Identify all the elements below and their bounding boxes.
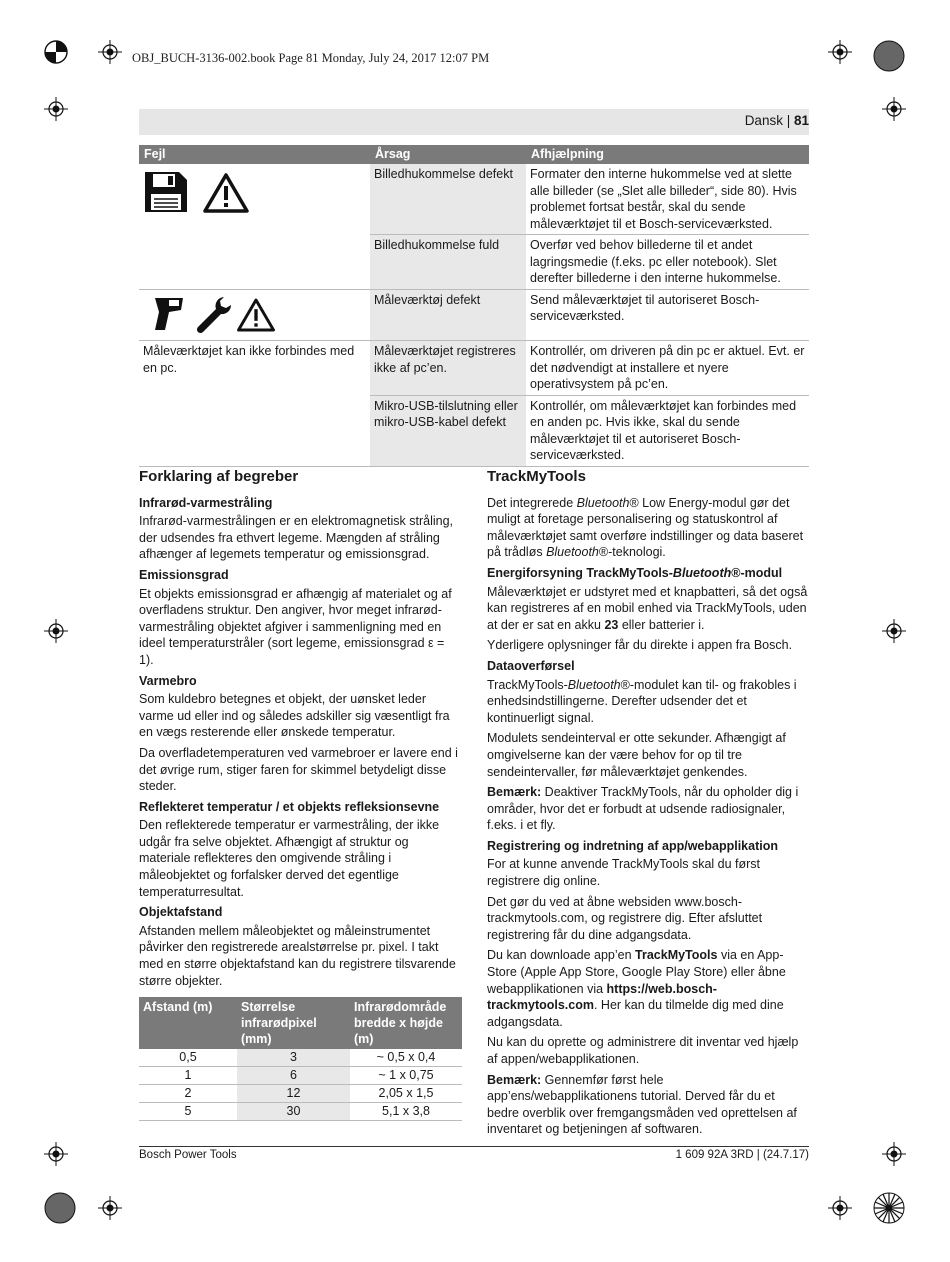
table-row: [139, 1103, 462, 1121]
registration-mark-icon: [98, 1196, 122, 1220]
right-column: [487, 469, 809, 1142]
page-header-band: [139, 109, 809, 135]
registration-mark-icon: [882, 619, 906, 643]
cause-cell: Måleværktøj defekt: [370, 290, 526, 341]
remedy-cell: Formater den interne hukommelse ved at slette alle billeder (se „Slet alle billeder“, side 80). Hvis problemet fortsat består, skal du sende måleværktøjet til et Bosch-serviceværksted.: [530, 167, 797, 231]
paragraph: Infrarød-varmestrålingen er en elektromagnetisk stråling, der udsendes fra ethvert legeme. Mængden af stråling afhænger af legemets temperatur og emissionsgrad.: [139, 514, 454, 562]
paragraph: Afstanden mellem måleobjektet og måleinstrumentet påvirker den registrerede arealstørrelse pr. pixel. I takt med en større objektafstand kan du registrere tilsvarende større objekter.: [139, 923, 456, 988]
paragraph: Måleværktøjet er udstyret med et knapbatteri, så det også kan registreres af en mobil enhed via TrackMyTools, uden at der er sat en akku 23 eller batterier i.: [487, 584, 808, 632]
distance-cell: 5: [139, 1103, 237, 1121]
registration-mark-icon: [44, 619, 68, 643]
subheading: Energiforsyning TrackMyTools-Bluetooth®-modul: [487, 565, 783, 580]
section-title: TrackMyTools: [487, 468, 586, 485]
fault-icons: [139, 164, 370, 289]
remedy-cell: Overfør ved behov billederne til et andet lagringsmedie (f.eks. pc eller notebook). Slet derefter billederne i den interne hukommelse.: [530, 238, 781, 285]
distance-table: [139, 997, 462, 1121]
registration-mark-icon: [828, 1196, 852, 1220]
printer-slug: OBJ_BUCH-3136-002.book Page 81 Monday, July 24, 2017 12:07 PM: [132, 51, 490, 65]
paragraph: Nu kan du oprette og administrere dit inventar ved hjælp af appen/webapplikationen.: [487, 1035, 799, 1066]
registration-mark-icon: [44, 1142, 68, 1166]
registration-mark-icon: [828, 40, 852, 64]
cause-cell: Mikro-USB-tilslutning eller mikro-USB-kabel defekt: [370, 396, 526, 466]
paragraph: Yderligere oplysninger får du direkte i appen fra Bosch.: [487, 638, 793, 653]
subheading: Objektafstand: [139, 905, 223, 920]
paragraph: Bemærk: Deaktiver TrackMyTools, når du opholder dig i områder, hvor det er forbudt at udsende radiosignaler, f.eks. i et fly.: [487, 785, 799, 833]
table-row: [139, 290, 809, 342]
paragraph: Som kuldebro betegnes et objekt, der uønsket leder varme ud eller ind og således adskiller sig væsentligt fra en vægs resterende eller ønskede temperatur.: [139, 692, 450, 740]
distance-table-header: [139, 997, 462, 1049]
pixel-size-cell: 6: [237, 1067, 350, 1085]
registration-mark-icon: [882, 97, 906, 121]
ir-area-cell: 2,05 x 1,5: [350, 1085, 462, 1103]
registration-mark-icon: [882, 1142, 906, 1166]
table-row: [139, 1085, 462, 1103]
thermo-camera-icon: [151, 294, 187, 334]
paragraph: Et objekts emissionsgrad er afhængig af materialet og af overfladens struktur. Den angiver, hvor meget infrarød-varmestråling objektet afgiver i sammenligning med en ideel temperaturstråler (sort legeme, emissionsgrad ε = 1).: [139, 586, 452, 667]
footer-brand: Bosch Power Tools: [139, 1149, 237, 1161]
paragraph: Det integrerede Bluetooth® Low Energy-modul gør det muligt at foretage personalisering og statuskontrol af måleværktøjet samt overføre indstillinger og data baseret på trådløs Bluetooth®-teknologi.: [487, 495, 804, 560]
color-bar-icon: [873, 40, 905, 72]
paragraph: Da overfladetemperaturen ved varmebroer er lavere end i det øvrige rum, stiger faren for skimmel betydeligt disse steder.: [139, 745, 458, 794]
header-ir-area: Infrarødområde bredde x højde (m): [350, 997, 462, 1049]
table-row: [370, 396, 809, 466]
footer-doc-number: 1 609 92A 3RD | (24.7.17): [675, 1149, 809, 1161]
pixel-size-cell: 3: [237, 1049, 350, 1067]
table-row: [139, 1067, 462, 1085]
ir-area-cell: 5,1 x 3,8: [350, 1103, 462, 1121]
subheading: Registrering og indretning af app/webapplikation: [487, 838, 778, 853]
page-header: Dansk | 81: [744, 113, 809, 128]
paragraph: Det gør du ved at åbne websiden www.bosch-trackmytools.com, og registrere dig. Efter afsluttet registrering får du dine adgangsdata.: [487, 894, 763, 942]
page-number: 81: [793, 113, 809, 128]
fault-cell: Måleværktøjet kan ikke forbindes med en pc.: [143, 344, 355, 375]
subheading: Dataoverførsel: [487, 658, 575, 673]
paragraph: Du kan downloade app’en TrackMyTools via en App-Store (Apple App Store, Google Play Store) eller åbne webapplikationen via https://web.bosch-trackmytools.com. Her kan du tilmelde dig med dine adgangsdata.: [487, 948, 786, 1029]
subheading: Emissionsgrad: [139, 567, 229, 582]
footer-rule: [139, 1146, 809, 1147]
table-row: [370, 235, 809, 289]
registration-mark-icon: [44, 97, 68, 121]
paragraph: Bemærk: Gennemfør først hele app’ens/webapplikationens tutorial. Derved får du et bedre overblik over fremgangsmåden ved oprettelsen af inventaret og betjeningen af softwaren.: [487, 1072, 797, 1137]
header-cause: Årsag: [375, 147, 411, 161]
table-row: [370, 164, 809, 235]
paragraph: TrackMyTools-Bluetooth®-modulet kan til- og frakobles i enhedsindstillingerne. Derefter udsender det et kontinuerligt signal.: [487, 677, 797, 725]
distance-cell: 2: [139, 1085, 237, 1103]
remedy-cell: Send måleværktøjet til autoriseret Bosch-serviceværksted.: [530, 292, 760, 323]
header-distance: Afstand (m): [139, 997, 237, 1049]
section-title: Forklaring af begreber: [139, 468, 299, 485]
cause-cell: Billedhukommelse defekt: [370, 164, 526, 234]
distance-cell: 1: [139, 1067, 237, 1085]
warning-triangle-icon: [236, 296, 276, 334]
distance-cell: 0,5: [139, 1049, 237, 1067]
paragraph: For at kunne anvende TrackMyTools skal du først registrere dig online.: [487, 857, 761, 889]
pixel-size-cell: 30: [237, 1103, 350, 1121]
left-column: [139, 469, 462, 1121]
subheading: Varmebro: [139, 673, 197, 688]
paragraph: Modulets sendeinterval er otte sekunder. Afhængigt af omgivelserne kan der være behov for op til tre sendeintervaller, før måleværktøjet genkendes.: [487, 731, 786, 779]
ir-area-cell: ~ 0,5 x 0,4: [350, 1049, 462, 1067]
color-bar-icon: [44, 1192, 76, 1224]
fault-table: [139, 145, 809, 467]
table-row: [139, 164, 809, 289]
table-row: [370, 341, 809, 396]
paragraph: Den reflekterede temperatur er varmestråling, der ikke udgår fra selve objektet. Afhængigt af struktur og materiale reflekteres den omgivende stråling i måleobjektet og forfalsker derved det egentlige temperaturresultat.: [139, 818, 440, 899]
fault-table-header: [139, 145, 809, 164]
table-row: [139, 341, 809, 467]
header-fault: Fejl: [144, 147, 166, 161]
warning-triangle-icon: [202, 172, 250, 214]
subheading: Reflekteret temperatur / et objekts refleksionsevne: [139, 799, 440, 814]
header-language: Dansk: [744, 113, 783, 128]
registration-mark-icon: [98, 40, 122, 64]
remedy-cell: Kontrollér, om driveren på din pc er aktuel. Evt. er det nødvendigt at installere et nyere operativsystem på pc’en.: [530, 344, 805, 391]
wrench-icon: [194, 294, 232, 334]
fault-icons: [139, 290, 370, 341]
header-remedy: Afhjælpning: [531, 147, 604, 161]
header-pixel-size: Størrelse infrarødpixel (mm): [237, 997, 350, 1049]
starburst-target-icon: [873, 1192, 905, 1224]
cause-cell: Billedhukommelse fuld: [370, 235, 526, 289]
table-row: [139, 1049, 462, 1067]
subheading: Infrarød-varmestråling: [139, 495, 273, 510]
ir-area-cell: ~ 1 x 0,75: [350, 1067, 462, 1085]
remedy-cell: Kontrollér, om måleværktøjet kan forbindes med en anden pc. Hvis ikke, skal du sende måleværktøjet til et autoriseret Bosch-serviceværksted.: [530, 398, 797, 462]
floppy-disk-icon: [143, 170, 189, 214]
pixel-size-cell: 12: [237, 1085, 350, 1103]
cause-cell: Måleværktøjet registreres ikke af pc’en.: [370, 341, 526, 395]
registration-mark-icon: [44, 40, 68, 64]
